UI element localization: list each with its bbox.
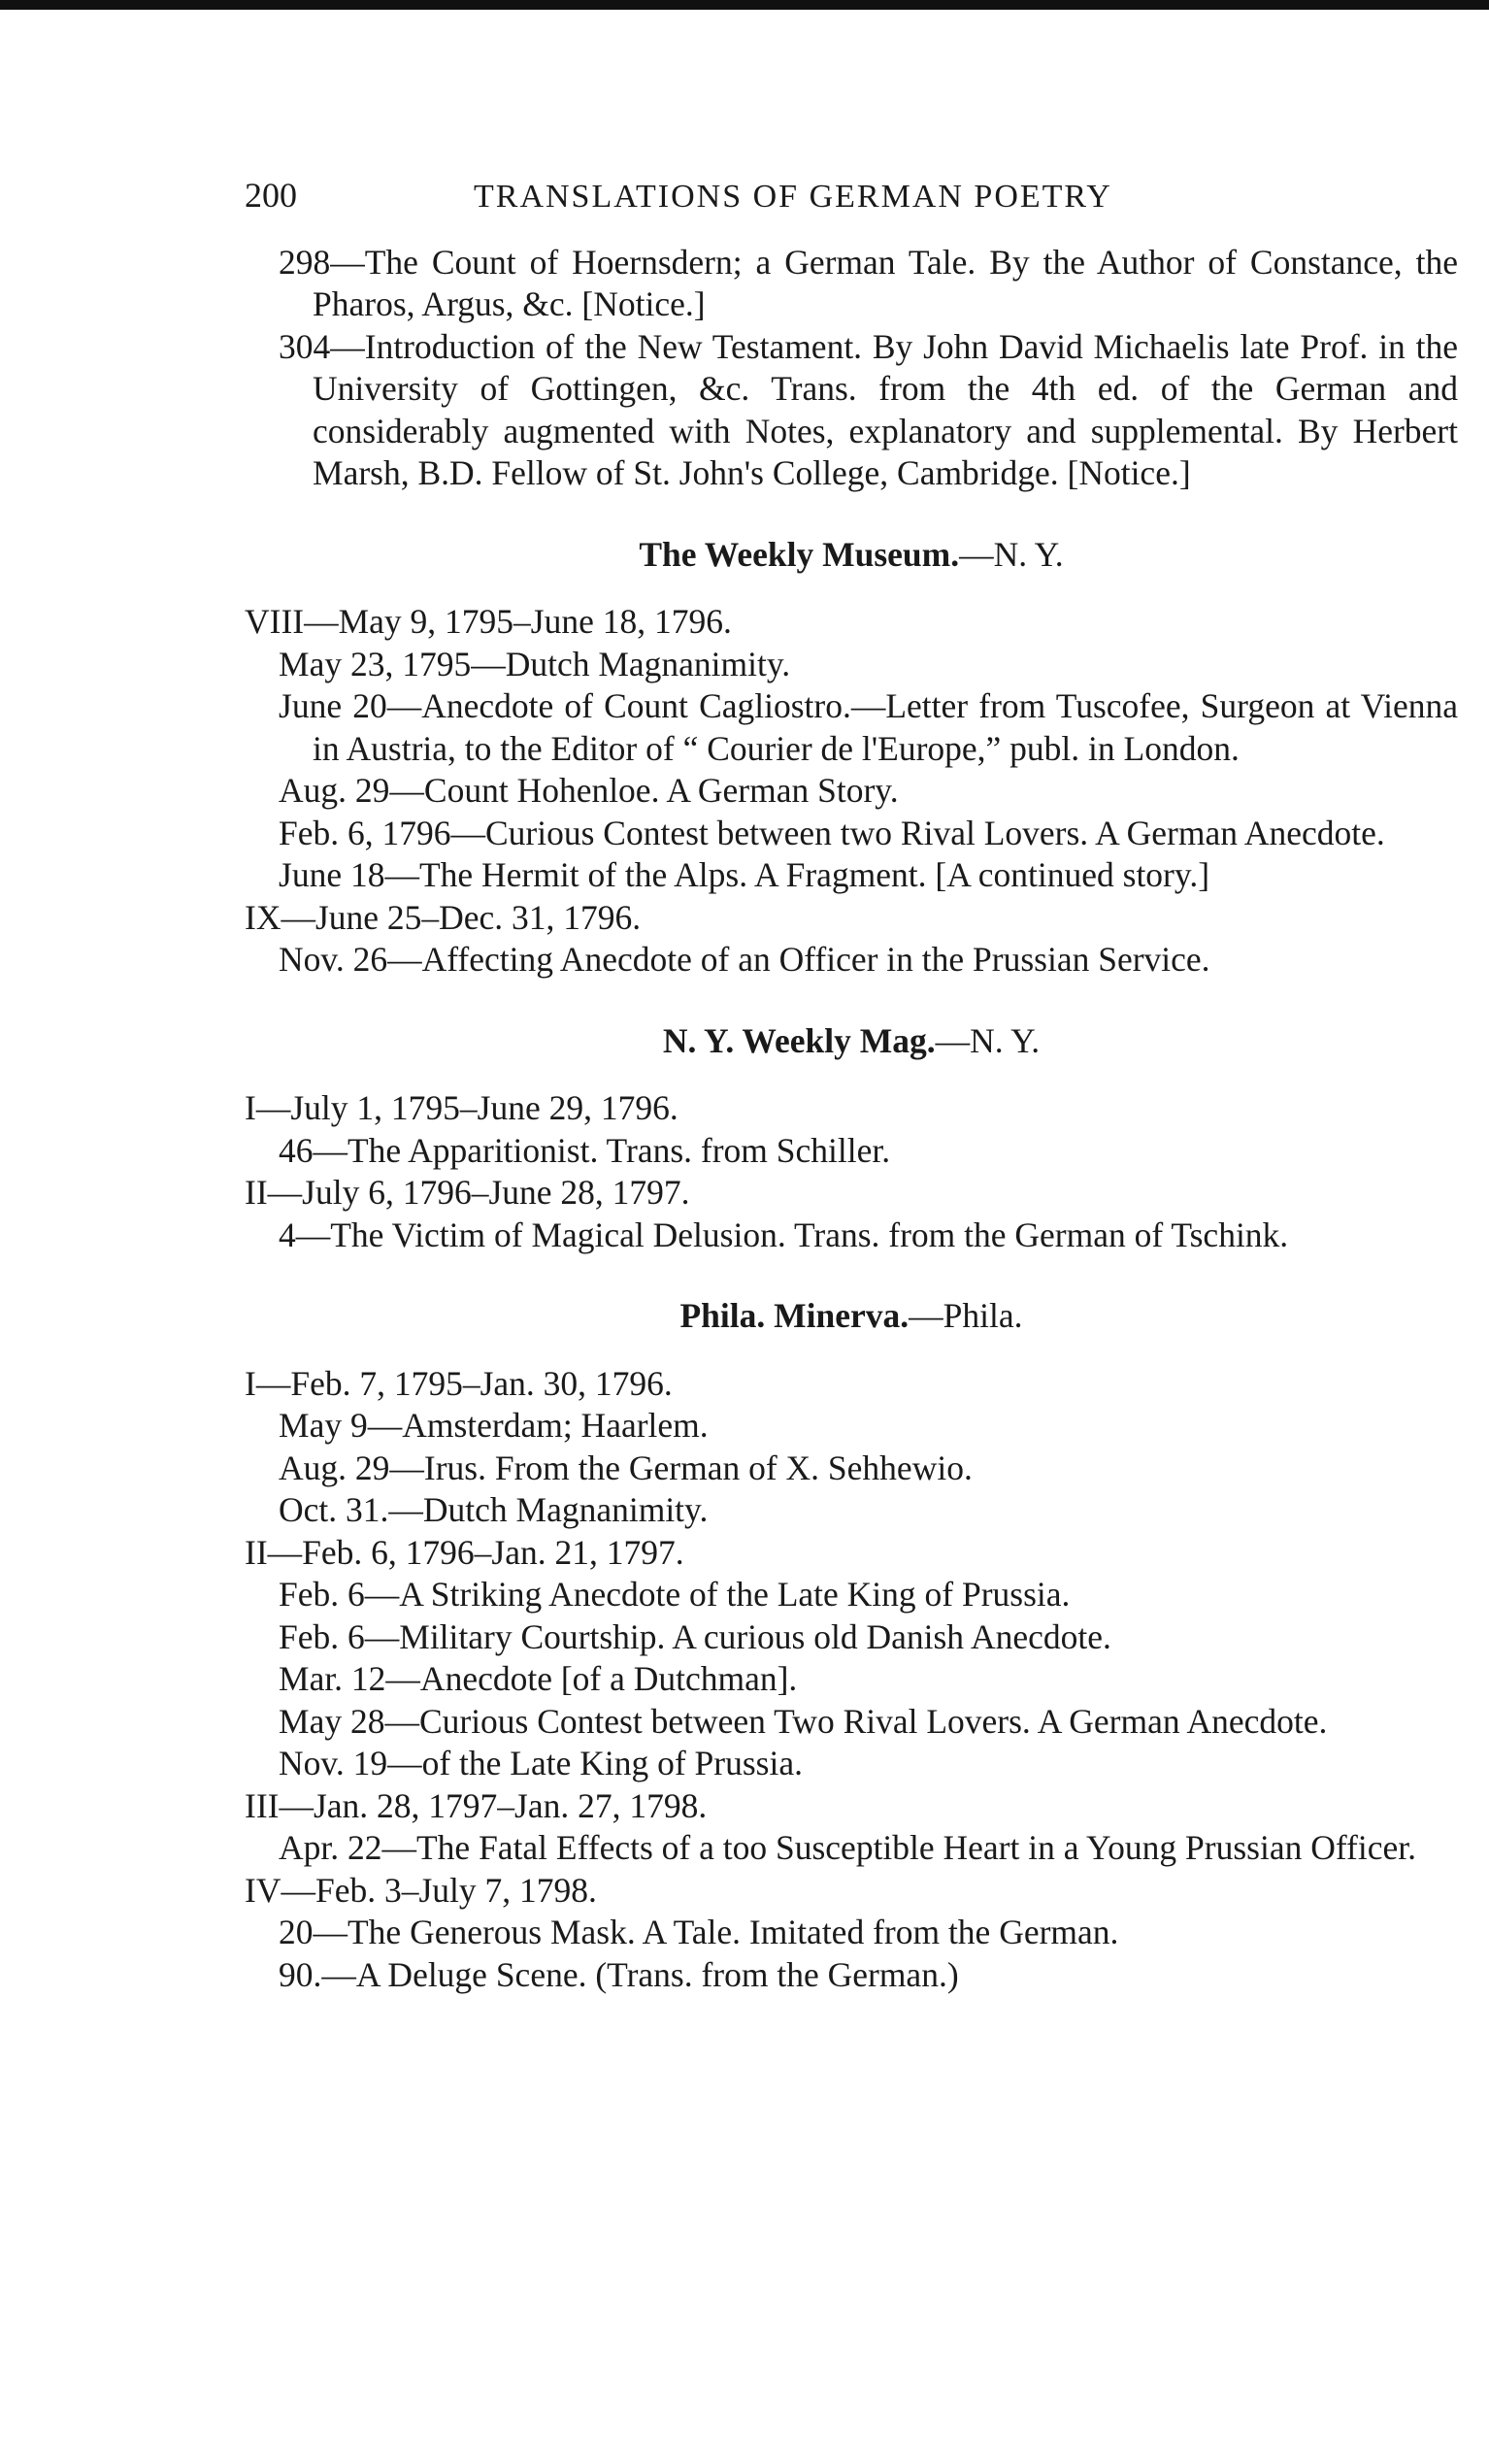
list-item: May 28—Curious Contest between Two Rival Lovers. A German Anecdote. (279, 1701, 1328, 1741)
list-item: Aug. 29—Irus. From the German of X. Sehhewio. (279, 1448, 973, 1487)
journal-phila-minerva (245, 1295, 1458, 1996)
list-item: May 23, 1795—Dutch Magnanimity. (279, 644, 791, 683)
journal-title (245, 534, 1458, 577)
journal-ny-weekly-mag (245, 1020, 1458, 1257)
running-head (245, 175, 1458, 218)
top-border-rule (0, 0, 1489, 10)
list-item: Aug. 29—Count Hohenloe. A German Story. (279, 771, 899, 810)
list-item: Feb. 6—Military Courtship. A curious old Danish Anecdote. (279, 1616, 1111, 1656)
entry-304: 304—Introduction of the New Testament. By John David Michaelis late Prof. in the University of Gottingen, &c. Trans. from the 4th ed. of the German and considerably augmented with Notes, explanatory and supplemental. By Herbert Marsh, B.D. Fellow of St. John's College, Cambridge. [Notice.] (279, 326, 1458, 492)
document-page (245, 175, 1458, 1996)
volume-label: IX—June 25–Dec. 31, 1796. (245, 897, 642, 937)
volume-label: II—Feb. 6, 1796–Jan. 21, 1797. (245, 1532, 684, 1572)
volume-label: II—July 6, 1796–June 28, 1797. (245, 1173, 690, 1212)
journal-title (245, 1295, 1458, 1338)
list-item: Feb. 6, 1796—Curious Contest between two Rival Lovers. A German Anecdote. (279, 813, 1385, 852)
journal-place: —Phila. (909, 1296, 1023, 1335)
list-item: 46—The Apparitionist. Trans. from Schiller. (279, 1130, 891, 1170)
volume-label: VIII—May 9, 1795–June 18, 1796. (245, 602, 732, 641)
list-item: Apr. 22—The Fatal Effects of a too Susceptible Heart in a Young Prussian Officer. (279, 1828, 1416, 1867)
list-item: 4—The Victim of Magical Delusion. Trans. from the German of Tschink. (279, 1215, 1289, 1254)
journal-weekly-museum (245, 534, 1458, 982)
list-item: June 18—The Hermit of the Alps. A Fragment. [A continued story.] (279, 855, 1210, 894)
journal-place: —N. Y. (935, 1020, 1041, 1060)
list-item: Oct. 31.—Dutch Magnanimity. (279, 1490, 709, 1529)
journal-title (245, 1020, 1458, 1063)
page-number: 200 (245, 176, 297, 215)
list-item: Nov. 26—Affecting Anecdote of an Officer in the Prussian Service. (279, 940, 1210, 979)
journal-name: Phila. Minerva. (679, 1296, 910, 1335)
entry-298: 298—The Count of Hoernsdern; a German Tale. By the Author of Constance, the Pharos, Argus, &c. [Notice.] (279, 242, 1458, 323)
journal-place: —N. Y. (959, 534, 1064, 574)
volume-label: I—July 1, 1795–June 29, 1796. (245, 1088, 678, 1127)
list-item: 20—The Generous Mask. A Tale. Imitated from the German. (279, 1913, 1119, 1951)
running-title: TRANSLATIONS OF GERMAN POETRY (474, 179, 1112, 215)
list-item: Mar. 12—Anecdote [of a Dutchman]. (279, 1659, 798, 1698)
continued-entries (245, 242, 1458, 495)
list-item: Nov. 19—of the Late King of Prussia. (279, 1744, 803, 1782)
list-item: Feb. 6—A Striking Anecdote of the Late King of Prussia. (279, 1575, 1071, 1614)
list-item: 90.—A Deluge Scene. (Trans. from the German.) (279, 1954, 959, 1994)
list-item: June 20—Anecdote of Count Cagliostro.—Letter from Tuscofee, Surgeon at Vienna in Austria, to the Editor of “ Courier de l'Europe,” publ. in London. (279, 686, 1458, 768)
volume-label: III—Jan. 28, 1797–Jan. 27, 1798. (245, 1785, 708, 1825)
journal-name: The Weekly Museum. (639, 534, 960, 574)
journal-name: N. Y. Weekly Mag. (662, 1020, 936, 1060)
volume-label: IV—Feb. 3–July 7, 1798. (245, 1870, 597, 1910)
volume-label: I—Feb. 7, 1795–Jan. 30, 1796. (245, 1363, 673, 1403)
list-item: May 9—Amsterdam; Haarlem. (279, 1406, 709, 1445)
